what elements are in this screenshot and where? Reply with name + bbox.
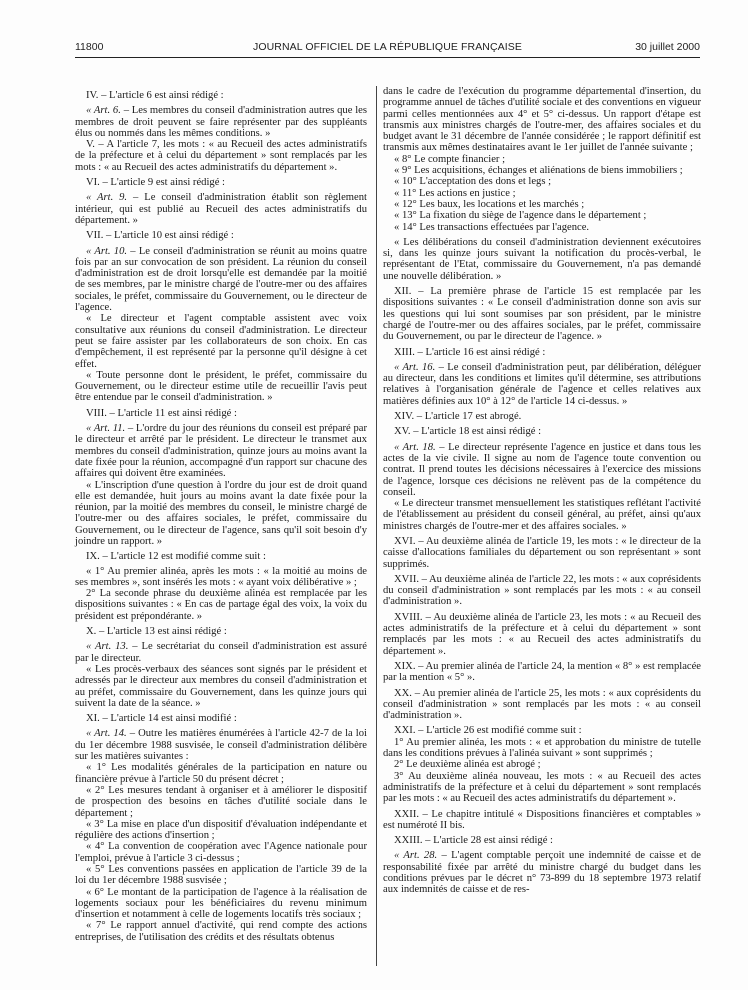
- paragraph-text: « 8° Le compte financier ;: [394, 153, 506, 165]
- paragraph-text: XIII. – L'article 16 est ainsi rédigé :: [394, 346, 546, 358]
- article-text: [75, 192, 367, 226]
- paragraph: [383, 210, 701, 221]
- article-text: [75, 105, 367, 139]
- paragraph: [383, 612, 701, 657]
- paragraph: [383, 222, 701, 233]
- paragraph-text: dans le cadre de l'exécution du programme départemental d'insertion, du programme annuel de tâches d'utilité sociale et des conventions en vigueur parmi celles mentionnées aux 4° et 5° ci-dessus. Un rapport d'étape est transmis aux ministres chargés de l'outre-mer, des affaires sociales et du budget avant le 31 décembre de l'année considérée ; le rapport définitif est transmis aux mêmes destinataires avant le 1er juillet de l'année suivante ;: [383, 86, 701, 154]
- article-label: « Art. 28.: [394, 850, 438, 862]
- paragraph-text: « 11° Les actions en justice ;: [394, 187, 516, 199]
- paragraph: [383, 759, 701, 770]
- section-heading: [75, 177, 367, 188]
- paragraph-text: « L'inscription d'une question à l'ordre du jour est de droit quand elle est demandée, huit jours au moins avant la date fixée pour la réunion, par la moitié des membres du conseil, le ministre chargé de l'outre-mer ou des affaires sociales, le préfet, commissaire du Gouvernement, ou le directeur de l'agence, sans qu'il soit besoin d'y joindre un rapport. »: [75, 479, 367, 547]
- continued-paragraph: [383, 86, 701, 154]
- section-heading: [75, 713, 367, 724]
- paragraph: [75, 588, 367, 622]
- article-text: [383, 442, 701, 498]
- journal-title: JOURNAL OFFICIEL DE LA RÉPUBLIQUE FRANÇAISE: [253, 41, 522, 53]
- paragraph-text: « 1° Au premier alinéa, après les mots : « la moitié au moins de ses membres », sont insérés les mots : « ayant voix délibérative » ;: [75, 565, 367, 588]
- paragraph: [75, 887, 367, 921]
- paragraph: [75, 664, 367, 709]
- paragraph-text: – Le conseil d'administration peut, par délibération, déléguer au directeur, dans les conditions et limites qu'il détermine, ses attributions relatives à l'organisation générale de l'agence et celles relatives aux matières définies aux 10° à 12° de l'article 14 ci-dessus. »: [383, 361, 701, 407]
- paragraph-text: – Le conseil d'administration se réunit au moins quatre fois par an sur convocation de son président. La réunion du conseil d'administration est de droit lorsqu'elle est demandée par la moitié de ses membres, par le ministre chargé de l'outre-mer ou des affaires sociales, le préfet, commissaire du Gouvernement, ou le directeur de l'agence.: [75, 245, 367, 314]
- paragraph-text: « 7° Le rapport annuel d'activité, qui rend compte des actions entreprises, de l'utilisation des crédits et des résultats obtenus: [75, 920, 367, 943]
- paragraph-text: V. – A l'article 7, les mots : « au Recueil des actes administratifs de la préfecture et à celui du département » sont remplacés par les mots : « au Recueil des actes administratifs du département ».: [75, 139, 367, 173]
- article-label: « Art. 9.: [86, 192, 128, 204]
- article-label: « Art. 11.: [86, 423, 126, 435]
- right-column: [383, 86, 701, 896]
- section-heading: [383, 347, 701, 358]
- paragraph-text: XVIII. – Au deuxième alinéa de l'article 23, les mots : « au Recueil des actes administratifs de la préfecture et à celui du département » sont remplacés par les mots : « au Recueil des actes administratifs du département ».: [383, 611, 701, 657]
- paragraph: [383, 498, 701, 532]
- paragraph-text: « 6° Le montant de la participation de l'agence à la réalisation de logements sociaux pour les bénéficiaires du revenu minimum d'insertion et notamment à celle de logements locatifs très sociaux ;: [75, 886, 367, 921]
- paragraph-text: XIV. – L'article 17 est abrogé.: [394, 411, 522, 423]
- paragraph: [383, 411, 701, 422]
- paragraph: [75, 762, 367, 785]
- article-text: [383, 362, 701, 407]
- paragraph-text: – Les membres du conseil d'administration autres que les membres de droit peuvent se faire représenter par des suppléants élus ou nommés dans les mêmes conditions. »: [75, 105, 367, 139]
- paragraph-text: XXIII. – L'article 28 est ainsi rédigé :: [394, 835, 553, 847]
- paragraph-text: XVII. – Au deuxième alinéa de l'article 22, les mots : « aux coprésidents du conseil d'administration » sont remplacés par les mots : « au conseil d'administration ».: [383, 573, 701, 608]
- left-column: [75, 86, 367, 943]
- paragraph: [383, 737, 701, 760]
- article-label: « Art. 14.: [86, 728, 127, 740]
- paragraph: [75, 920, 367, 943]
- paragraph-text: XI. – L'article 14 est ainsi modifié :: [86, 713, 237, 725]
- paragraph: [383, 688, 701, 722]
- paragraph-text: – Le conseil d'administration établit son règlement intérieur, qui est publié au Recueil des actes administratifs du département. »: [75, 192, 367, 226]
- section-heading: [75, 626, 367, 637]
- paragraph-text: « 9° Les acquisitions, échanges et aliénations de biens immobiliers ;: [394, 165, 683, 177]
- publication-date: 30 juillet 2000: [635, 41, 700, 53]
- paragraph-text: VIII. – L'article 11 est ainsi rédigé :: [86, 407, 237, 419]
- paragraph-text: – L'ordre du jour des réunions du conseil est préparé par le directeur et arrêté par le président. Le directeur le transmet aux membres du conseil d'administration, quinze jours au moins avant la date fixée pour la réunion, accompagné d'un rapport sur chacune des affaires qui doivent être examinées.: [75, 423, 368, 480]
- paragraph: [75, 841, 367, 864]
- paragraph: [75, 139, 367, 173]
- article-text: [75, 728, 367, 762]
- paragraph-text: – Le secrétariat du conseil d'administration est assuré par le directeur.: [75, 641, 367, 664]
- paragraph: [383, 176, 701, 187]
- article-label: « Art. 10.: [86, 245, 128, 257]
- paragraph: [383, 725, 701, 736]
- paragraph: [75, 480, 367, 548]
- article-text: [75, 641, 367, 664]
- paragraph-text: 3° Au deuxième alinéa nouveau, les mots : « au Recueil des actes administratifs de la préfecture et à celui du département » sont remplacés par les mots : « au Recueil des actes administratifs du département ».: [383, 770, 701, 805]
- paragraph-text: 2° La seconde phrase du deuxième alinéa est remplacée par les dispositions suivantes : « En cas de partage égal des voix, la voix du président est prépondérante. »: [75, 588, 367, 622]
- paragraph-text: XX. – Au premier alinéa de l'article 25, les mots : « aux coprésidents du conseil d'administration » sont remplacés par les mots : « au conseil d'administration ».: [383, 687, 701, 722]
- paragraph-text: – Outre les matières énumérées à l'article 42-7 de la loi du 1er décembre 1988 susvisée, le conseil d'administration délibère sur les matières suivantes :: [75, 728, 367, 763]
- paragraph: [383, 809, 701, 832]
- paragraph-text: – L'agent comptable perçoit une indemnité de caisse et de responsabilité fixée par arrêté du ministre chargé du budget dans les conditions prévues par le décret n° 73-899 du 18 septembre 1973 relatif aux indemnités de caisse et de res-: [383, 850, 701, 896]
- paragraph-text: « 4° La convention de coopération avec l'Agence nationale pour l'emploi, prévue à l'article 3 ci-dessus ;: [75, 841, 367, 864]
- paragraph-text: « 1° Les modalités générales de la participation en nature ou financière prévue à l'article 50 du présent décret ;: [75, 762, 367, 785]
- article-text: [75, 423, 367, 479]
- paragraph: [75, 370, 367, 404]
- paragraph: [383, 154, 701, 165]
- paragraph-text: « 3° La mise en place d'un dispositif d'évaluation indépendante et régulière des actions d'insertion ;: [75, 818, 367, 842]
- paragraph-text: « 12° Les baux, les locations et les marchés ;: [394, 198, 585, 210]
- paragraph: [383, 771, 701, 805]
- paragraph-text: XXII. – Le chapitre intitulé « Dispositions financières et comptables » est numéroté II bis.: [383, 808, 701, 831]
- paragraph-text: « Le directeur et l'agent comptable assistent avec voix consultative aux réunions du conseil d'administration. Le directeur peut se faire assister par les collaborateurs de son choix. En cas d'empêchement, il est représenté par la personne qu'il désigne à cet effet.: [75, 313, 367, 370]
- paragraph: [75, 785, 367, 819]
- paragraph-text: « 13° La fixation du siège de l'agence dans le département ;: [394, 210, 647, 222]
- paragraph-text: IX. – L'article 12 est modifié comme suit :: [86, 551, 266, 563]
- paragraph-text: VI. – L'article 9 est ainsi rédigé :: [86, 177, 225, 189]
- section-heading: [75, 230, 367, 241]
- paragraph-text: IV. – L'article 6 est ainsi rédigé :: [86, 90, 224, 101]
- paragraph-text: « 5° Les conventions passées en application de l'article 39 de la loi du 1er décembre 1988 susvisée ;: [75, 864, 367, 887]
- article-text: [75, 246, 367, 314]
- paragraph: [75, 864, 367, 887]
- paragraph-text: « 14° Les transactions effectuées par l'agence.: [394, 221, 590, 233]
- paragraph: [383, 536, 701, 570]
- paragraph-text: « 10° L'acceptation des dons et legs ;: [394, 176, 552, 188]
- paragraph: [75, 819, 367, 842]
- article-label: « Art. 6.: [86, 105, 121, 117]
- paragraph-text: 1° Au premier alinéa, les mots : « et approbation du ministre de tutelle dans les conditions prévues à l'alinéa suivant » sont supprimés ;: [383, 736, 701, 760]
- column-divider: [376, 86, 377, 966]
- paragraph-text: XIX. – Au premier alinéa de l'article 24, la mention « 8° » est remplacée par la mention « 5° ».: [383, 660, 701, 684]
- article-label: « Art. 16.: [394, 361, 436, 373]
- paragraph-text: « Le directeur transmet mensuellement les statistiques reflétant l'activité de l'établissement au président du conseil général, au préfet, ainsi qu'aux ministres chargés de l'outre-mer et des affaires sociales. »: [383, 498, 701, 532]
- paragraph-text: 2° Le deuxième alinéa est abrogé ;: [394, 759, 541, 771]
- article-label: « Art. 18.: [394, 441, 436, 453]
- paragraph: [75, 566, 367, 589]
- paragraph: [383, 199, 701, 210]
- paragraph-text: XXI. – L'article 26 est modifié comme suit :: [394, 725, 582, 737]
- paragraph-text: VII. – L'article 10 est ainsi rédigé :: [86, 230, 234, 242]
- paragraph: [383, 237, 701, 282]
- section-heading: [75, 90, 367, 101]
- paragraph-text: « 2° Les mesures tendant à organiser et à améliorer le dispositif de prospection des besoins en tâches d'utilité sociale dans le département ;: [75, 784, 367, 819]
- paragraph-text: X. – L'article 13 est ainsi rédigé :: [86, 626, 227, 638]
- paragraph-text: « Les délibérations du conseil d'administration deviennent exécutoires si, dans les quinze jours suivant la notification du procès-verbal, le représentant de l'Etat, commissaire du Gouvernement, n'a pas demandé une nouvelle délibération. »: [383, 236, 701, 282]
- paragraph-text: XVI. – Au deuxième alinéa de l'article 19, les mots : « le directeur de la caisse d'allocations familiales du département ou son représentant » sont supprimés.: [383, 535, 701, 570]
- section-heading: [383, 426, 701, 437]
- section-heading: [383, 835, 701, 846]
- paragraph-text: « Toute personne dont le président, le préfet, commissaire du Gouvernement, ou le directeur estime utile de recueillir l'avis peut être entendue par le conseil d'administration. »: [75, 369, 367, 404]
- page-header: [75, 36, 700, 56]
- paragraph: [383, 661, 701, 684]
- page-number: 11800: [75, 41, 104, 53]
- paragraph-text: XV. – L'article 18 est ainsi rédigé :: [394, 426, 542, 438]
- paragraph: [75, 313, 367, 369]
- paragraph: [383, 188, 701, 199]
- paragraph-text: « Les procès-verbaux des séances sont signés par le président et adressés par le directeur aux membres du conseil d'administration et au préfet, commissaire du Gouvernement, dans les quinze jours qui suivent la date de la séance. »: [75, 663, 367, 709]
- header-rule: [75, 57, 700, 58]
- paragraph: [383, 165, 701, 176]
- paragraph-text: – Le directeur représente l'agence en justice et dans tous les actes de la vie civile. Il signe au nom de l'agence toute convention ou contrat. Il prend toutes les décisions nécessaires à l'exercice des missions de l'agence, lorsque ces décisions ne relèvent pas de la compétence du conseil.: [383, 441, 701, 498]
- paragraph-text: XII. – La première phrase de l'article 15 est remplacée par les dispositions suivantes : « Le conseil d'administration donne son avis sur les questions qui lui sont soumises par son président, par le ministre chargé de l'outre-mer ou des affaires sociales, par le préfet, commissaire du Gouvernement, ou par le directeur de l'agence. »: [383, 286, 701, 343]
- paragraph: [383, 286, 701, 342]
- section-heading: [75, 408, 367, 419]
- article-text: [383, 850, 701, 895]
- article-label: « Art. 13.: [86, 641, 129, 653]
- section-heading: [75, 551, 367, 562]
- paragraph: [383, 574, 701, 608]
